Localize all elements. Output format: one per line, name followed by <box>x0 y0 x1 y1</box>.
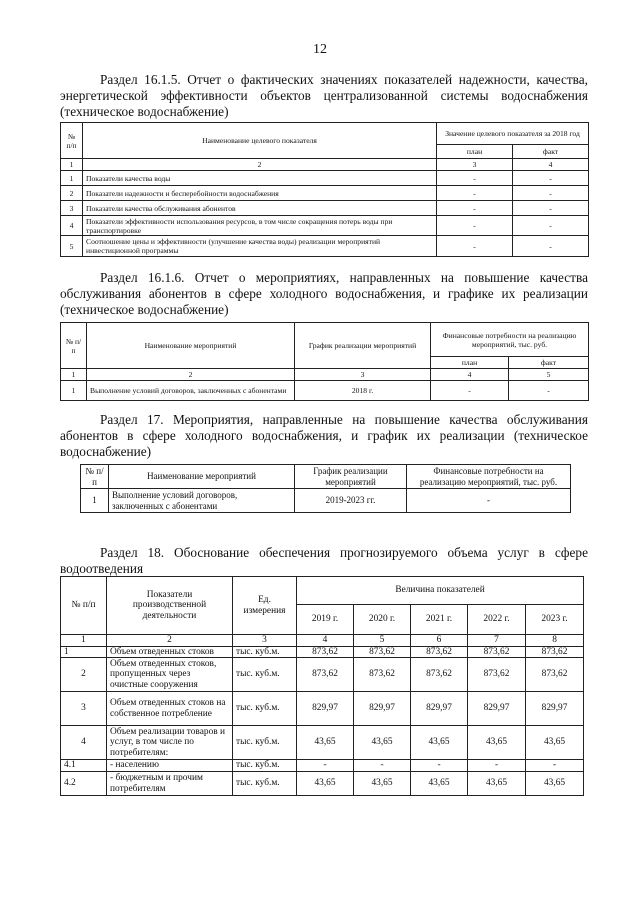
row-name: Показатели качества воды <box>83 171 437 186</box>
row-value: 43,65 <box>297 726 354 760</box>
header-schedule: График реализации мероприятий <box>295 465 407 489</box>
table-row <box>61 216 589 236</box>
row-num: 1 <box>61 381 87 401</box>
row-value: - <box>526 760 584 772</box>
header-financing: Финансовые потребности на реализацию мероприятий, тыс. руб. <box>431 323 589 357</box>
row-name: - бюджетным и прочим потребителям <box>107 772 233 796</box>
row-unit: тыс. куб.м. <box>233 772 297 796</box>
row-num: 4 <box>61 726 107 760</box>
row-financing: - <box>407 489 571 513</box>
row-plan: - <box>437 201 513 216</box>
table-16-1-6 <box>60 322 589 401</box>
section-17-heading: Раздел 17. Мероприятия, направленные на повышение качества обслуживания абонентов в сфере холодного водоснабжения, и график их реализации (техническое водоснабжение) <box>60 412 588 459</box>
table-18 <box>60 576 584 796</box>
header-schedule: График реализации мероприятий <box>295 323 431 369</box>
row-value: 873,62 <box>526 658 584 692</box>
table-row <box>61 201 589 216</box>
row-fact: - <box>513 216 589 236</box>
row-name: Показатели надежности и бесперебойности водоснабжения <box>83 186 437 201</box>
header-name: Наименование мероприятий <box>87 323 295 369</box>
index-cell: 1 <box>61 159 83 171</box>
row-num: 5 <box>61 236 83 257</box>
row-num: 2 <box>61 658 107 692</box>
table-row <box>61 236 589 257</box>
row-num: 4 <box>61 216 83 236</box>
row-value: 829,97 <box>468 692 526 726</box>
table-row <box>61 171 589 186</box>
section-18-heading: Раздел 18. Обоснование обеспечения прогнозируемого объема услуг в сфере водоотведения <box>60 545 588 576</box>
row-value: 829,97 <box>411 692 468 726</box>
section-16-1-6-heading: Раздел 16.1.6. Отчет о мероприятиях, направленных на повышение качества обслуживания абонентов в сфере холодного водоснабжения, и графике их реализации (техническое водоснабжение) <box>60 270 588 317</box>
row-name: Объем отведенных стоков <box>107 646 233 658</box>
table-row <box>81 489 571 513</box>
row-value: 43,65 <box>354 772 411 796</box>
header-num: № п/п <box>61 577 107 635</box>
page-number: 12 <box>313 42 327 57</box>
row-fact: - <box>509 381 589 401</box>
row-unit: тыс. куб.м. <box>233 658 297 692</box>
row-schedule: 2019-2023 гг. <box>295 489 407 513</box>
row-value: 873,62 <box>468 646 526 658</box>
row-plan: - <box>437 186 513 201</box>
row-unit: тыс. куб.м. <box>233 692 297 726</box>
row-plan: - <box>437 216 513 236</box>
row-value: 873,62 <box>526 646 584 658</box>
row-num: 1 <box>61 646 107 658</box>
section-16-1-5-heading: Раздел 16.1.5. Отчет о фактических значениях показателей надежности, качества, энергетической эффективности объектов централизованной системы водоснабжения (техническое водоснабжение) <box>60 72 588 119</box>
header-plan: план <box>437 145 513 159</box>
header-year: 2022 г. <box>468 605 526 635</box>
row-value: 43,65 <box>526 772 584 796</box>
row-name: Объем отведенных стоков на собственное потребление <box>107 692 233 726</box>
table-row <box>61 381 589 401</box>
table-row <box>61 186 589 201</box>
index-cell: 3 <box>295 369 431 381</box>
row-fact: - <box>513 186 589 201</box>
row-unit: тыс. куб.м. <box>233 646 297 658</box>
index-cell: 5 <box>509 369 589 381</box>
row-value: - <box>411 760 468 772</box>
row-value: 43,65 <box>468 726 526 760</box>
row-num: 4.1 <box>61 760 107 772</box>
row-plan: - <box>431 381 509 401</box>
table-17 <box>80 464 571 513</box>
table-row <box>61 646 584 658</box>
row-value: 43,65 <box>526 726 584 760</box>
index-cell: 5 <box>354 635 411 647</box>
header-year: 2023 г. <box>526 605 584 635</box>
header-name: Наименование мероприятий <box>109 465 295 489</box>
row-value: 43,65 <box>297 772 354 796</box>
row-value: 873,62 <box>354 646 411 658</box>
row-value: 43,65 <box>354 726 411 760</box>
row-plan: - <box>437 236 513 257</box>
row-plan: - <box>437 171 513 186</box>
row-value: - <box>468 760 526 772</box>
index-cell: 2 <box>107 635 233 647</box>
row-value: 43,65 <box>468 772 526 796</box>
row-name: Выполнение условий договоров, заключенных с абонентами <box>109 489 295 513</box>
row-value: 873,62 <box>411 646 468 658</box>
index-cell: 2 <box>83 159 437 171</box>
header-plan: план <box>431 357 509 369</box>
table-16-1-5 <box>60 122 589 257</box>
row-unit: тыс. куб.м. <box>233 760 297 772</box>
row-value: 43,65 <box>411 726 468 760</box>
header-fact: факт <box>513 145 589 159</box>
index-cell: 4 <box>297 635 354 647</box>
row-name: Объем отведенных стоков, пропущенных через очистные сооружения <box>107 658 233 692</box>
index-cell: 8 <box>526 635 584 647</box>
row-num: 2 <box>61 186 83 201</box>
row-fact: - <box>513 236 589 257</box>
row-num: 3 <box>61 692 107 726</box>
header-value: Величина показателей <box>297 577 584 605</box>
header-num: № п/п <box>61 123 83 159</box>
row-value: - <box>354 760 411 772</box>
header-year: 2020 г. <box>354 605 411 635</box>
table-row <box>61 658 584 692</box>
row-value: 43,65 <box>411 772 468 796</box>
header-financing: Финансовые потребности на реализацию мероприятий, тыс. руб. <box>407 465 571 489</box>
header-value: Значение целевого показателя за 2018 год <box>437 123 589 145</box>
row-value: 873,62 <box>354 658 411 692</box>
header-fact: факт <box>509 357 589 369</box>
row-num: 1 <box>61 171 83 186</box>
row-name: - населению <box>107 760 233 772</box>
row-name: Объем реализации товаров и услуг, в том числе по потребителям: <box>107 726 233 760</box>
index-cell: 2 <box>87 369 295 381</box>
table-row <box>61 772 584 796</box>
table-row <box>61 726 584 760</box>
row-fact: - <box>513 201 589 216</box>
row-value: - <box>297 760 354 772</box>
row-value: 873,62 <box>411 658 468 692</box>
header-name: Наименование целевого показателя <box>83 123 437 159</box>
row-value: 829,97 <box>297 692 354 726</box>
row-value: 873,62 <box>297 646 354 658</box>
row-name: Показатели качества обслуживания абонентов <box>83 201 437 216</box>
index-cell: 3 <box>437 159 513 171</box>
header-year: 2019 г. <box>297 605 354 635</box>
index-cell: 4 <box>513 159 589 171</box>
row-schedule: 2018 г. <box>295 381 431 401</box>
row-num: 3 <box>61 201 83 216</box>
row-name: Соотношение цены и эффективности (улучшение качества воды) реализации мероприятий инвестиционной программы <box>83 236 437 257</box>
row-name: Выполнение условий договоров, заключенных с абонентами <box>87 381 295 401</box>
row-value: 829,97 <box>526 692 584 726</box>
row-value: 829,97 <box>354 692 411 726</box>
row-fact: - <box>513 171 589 186</box>
table-row <box>61 692 584 726</box>
header-unit: Ед. измерения <box>233 577 297 635</box>
index-cell: 1 <box>61 369 87 381</box>
index-cell: 1 <box>61 635 107 647</box>
row-num: 4.2 <box>61 772 107 796</box>
row-value: 873,62 <box>468 658 526 692</box>
header-year: 2021 г. <box>411 605 468 635</box>
index-cell: 6 <box>411 635 468 647</box>
header-num: № п/п <box>81 465 109 489</box>
header-name: Показатели производственной деятельности <box>107 577 233 635</box>
index-cell: 3 <box>233 635 297 647</box>
row-unit: тыс. куб.м. <box>233 726 297 760</box>
row-value: 873,62 <box>297 658 354 692</box>
row-num: 1 <box>81 489 109 513</box>
index-cell: 7 <box>468 635 526 647</box>
row-name: Показатели эффективности использования ресурсов, в том числе сокращения потерь воды при транспортировке <box>83 216 437 236</box>
header-num: № п/п <box>61 323 87 369</box>
table-row <box>61 760 584 772</box>
index-cell: 4 <box>431 369 509 381</box>
